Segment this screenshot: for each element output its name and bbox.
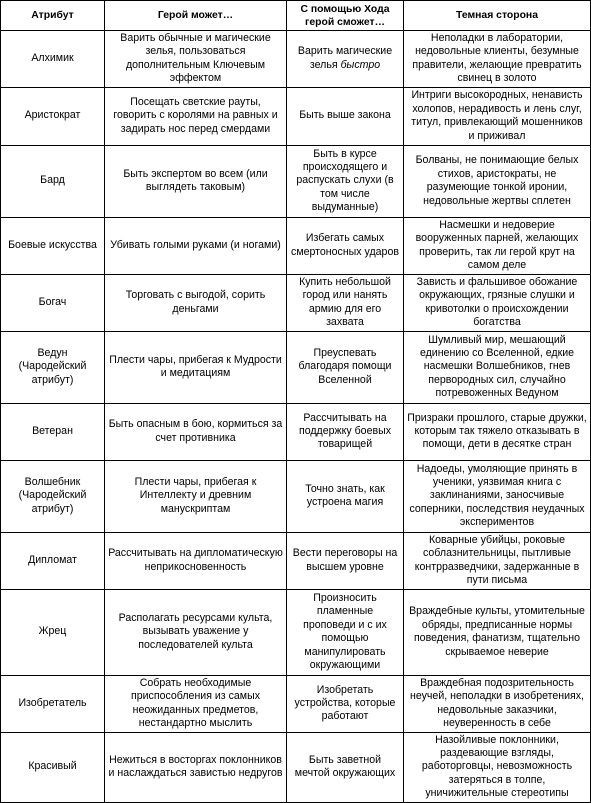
- cell-attribute: Богач: [1, 274, 105, 331]
- cell-dark-side: Интриги высокородных, ненависть холопов, нерадивость и лень слуг, титул, привлекающий мошенников и приживал: [404, 87, 591, 145]
- cell-hero-can: Быть экспертом во всем (или выглядеть таковым): [105, 145, 287, 217]
- cell-move: [287, 331, 404, 403]
- cell-move: [287, 532, 404, 589]
- cell-move: [287, 31, 404, 88]
- cell-attribute: Алхимик: [1, 31, 105, 88]
- cell-hero-can: Посещать светские рауты, говорить с королями на равных и задирать нос перед смердами: [105, 87, 287, 145]
- cell-attribute: Ведун (Чародейский атрибут): [1, 331, 105, 403]
- table-row: [1, 87, 591, 145]
- cell-hero-can: Рассчитывать на дипломатическую неприкосновенность: [105, 532, 287, 589]
- cell-dark-side: Враждебные культы, утомительные обряды, предписанные нормы поведения, фанатизм, тщательно скрываемое неверие: [404, 589, 591, 675]
- header-hero-can: Герой может…: [105, 1, 287, 31]
- table-row: [1, 589, 591, 675]
- cell-dark-side: Неполадки в лаборатории, недовольные клиенты, безумные правители, желающие превратить свинец в золото: [404, 31, 591, 88]
- cell-move: [287, 145, 404, 217]
- cell-move: [287, 460, 404, 532]
- cell-move: [287, 589, 404, 675]
- cell-move: [287, 675, 404, 732]
- cell-attribute: Дипломат: [1, 532, 105, 589]
- cell-move-text: Варить магические зелья: [297, 45, 393, 71]
- cell-hero-can: Торговать с выгодой, сорить деньгами: [105, 274, 287, 331]
- table-row: [1, 732, 591, 802]
- table-row: [1, 403, 591, 460]
- cell-hero-can: Убивать голыми руками (и ногами): [105, 217, 287, 274]
- table-row: [1, 675, 591, 732]
- table-row: [1, 145, 591, 217]
- table-row: [1, 532, 591, 589]
- cell-hero-can: Собрать необходимые приспособления из самых неожиданных предметов, нестандартно мыслить: [105, 675, 287, 732]
- header-attribute: Атрибут: [1, 1, 105, 31]
- cell-move-text: Избегать самых смертоносных ударов: [291, 232, 399, 258]
- table-row: [1, 217, 591, 274]
- cell-dark-side: Надоеды, умоляющие принять в ученики, уязвимая книга с заклинаниями, заносчивые соперники, последствия неудачных экспериментов: [404, 460, 591, 532]
- header-move: С помощью Хода герой сможет…: [287, 1, 404, 31]
- cell-move-text: Вести переговоры на высшем уровне: [292, 547, 398, 573]
- cell-move: [287, 87, 404, 145]
- cell-dark-side: Назойливые поклонники, раздевающие взгляды, работорговцы, невозможность затеряться в толпе, уничижительные стереотипы: [404, 732, 591, 802]
- table-row: [1, 31, 591, 88]
- cell-attribute: Боевые искусства: [1, 217, 105, 274]
- cell-hero-can: Плести чары, прибегая к Интеллекту и древним манускриптам: [105, 460, 287, 532]
- cell-dark-side: Враждебная подозрительность неучей, неполадки в изобретениях, недовольные заказчики, неуверенность в себе: [404, 675, 591, 732]
- cell-move-text: Преуспевать благодаря помощи Вселенной: [298, 347, 392, 386]
- cell-hero-can: Нежиться в восторгах поклонников и наслаждаться завистью недругов: [105, 732, 287, 802]
- cell-dark-side: Призраки прошлого, старые дружки, которым так тяжело отказывать в помощи, дети в десятке стран: [404, 403, 591, 460]
- cell-move: [287, 732, 404, 802]
- cell-dark-side: Насмешки и недоверие вооруженных парней, желающих проверить, так ли герой крут на самом деле: [404, 217, 591, 274]
- header-row: [1, 1, 591, 31]
- cell-move-emphasis: быстро: [340, 58, 381, 71]
- cell-move-text: Рассчитывать на поддержку боевых товарищей: [298, 411, 391, 451]
- cell-dark-side: Шумливый мир, мешающий единению со Вселенной, едкие насмешки Волшебников, гнев первородных сил, случайно потревоженных Ведуном: [404, 331, 591, 403]
- cell-attribute: Красивый: [1, 732, 105, 802]
- cell-attribute: Изобретатель: [1, 675, 105, 732]
- cell-attribute: Ветеран: [1, 403, 105, 460]
- table-row: [1, 331, 591, 403]
- cell-move: [287, 274, 404, 331]
- cell-move-text: Быть в курсе происходящего и распускать слухи (в том числе выдуманные): [296, 147, 394, 214]
- table-row: [1, 274, 591, 331]
- cell-attribute: Волшебник (Чародейский атрибут): [1, 460, 105, 532]
- cell-hero-can: Быть опасным в бою, кормиться за счет противника: [105, 403, 287, 460]
- cell-attribute: Аристократ: [1, 87, 105, 145]
- cell-attribute: Бард: [1, 145, 105, 217]
- cell-dark-side: Болваны, не понимающие белых стихов, аристократы, не разумеющие тонкой иронии, недовольные жертвы сплетен: [404, 145, 591, 217]
- cell-move-text: Точно знать, как устроена магия: [305, 482, 385, 509]
- cell-move-text: Произносить пламенные проповеди и с их помощью манипулировать окружающими: [303, 591, 387, 671]
- cell-dark-side: Коварные убийцы, роковые соблазнительницы, пытливые контрразведчики, задержанные в пути письма: [404, 532, 591, 589]
- header-dark-side: Темная сторона: [404, 1, 591, 31]
- cell-move-text: Купить небольшой город или нанять армию для его захвата: [299, 275, 391, 329]
- cell-hero-can: Варить обычные и магические зелья, пользоваться дополнительным Ключевым эффектом: [105, 31, 287, 88]
- table-row: [1, 460, 591, 532]
- cell-move-text: Изобретать устройства, которые работают: [294, 683, 396, 723]
- cell-attribute: Жрец: [1, 589, 105, 675]
- cell-move: [287, 403, 404, 460]
- cell-hero-can: Плести чары, прибегая к Мудрости и медитациям: [105, 331, 287, 403]
- cell-move-text: Быть заветной мечтой окружающих: [294, 753, 396, 780]
- cell-move-text: Быть выше закона: [299, 109, 391, 122]
- cell-dark-side: Зависть и фальшивое обожание окружающих, грязные слушки и кривотолки о происхождении богатства: [404, 274, 591, 331]
- cell-move: [287, 217, 404, 274]
- cell-hero-can: Располагать ресурсами культа, вызывать уважение у последователей культа: [105, 589, 287, 675]
